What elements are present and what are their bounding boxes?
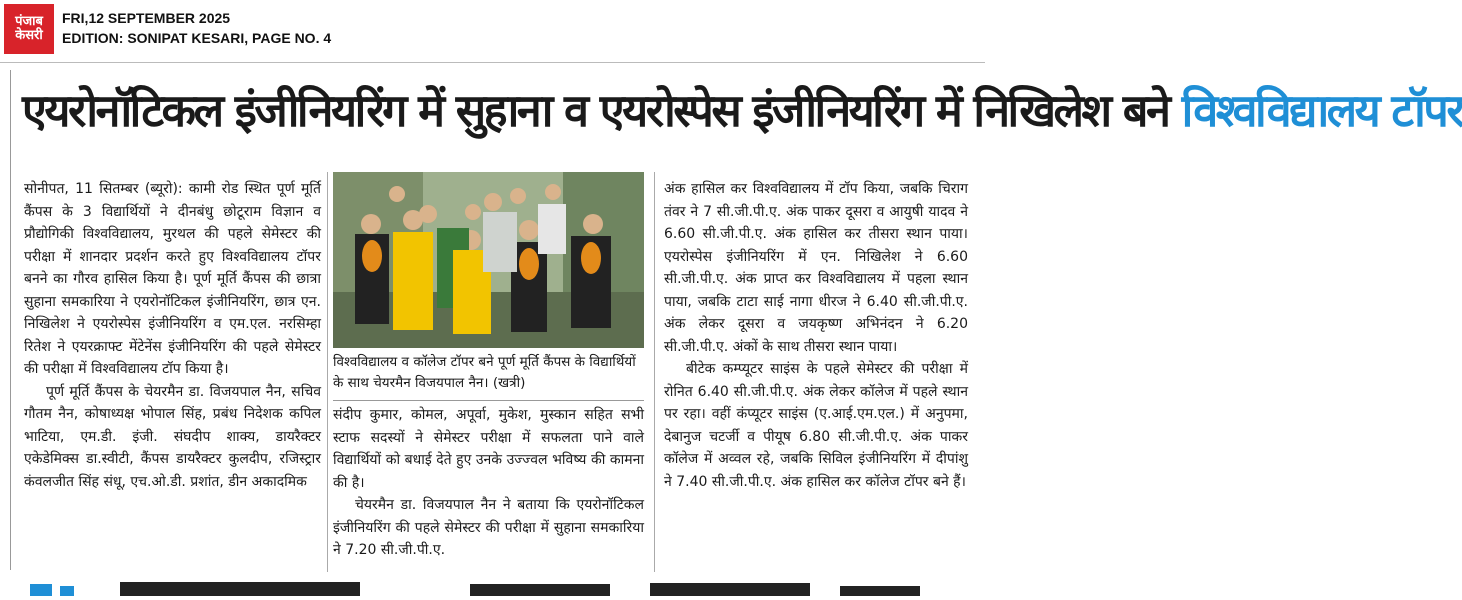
edition-page: EDITION: SONIPAT KESARI, PAGE NO. 4	[62, 30, 332, 46]
paragraph: अंक हासिल कर विश्वविद्यालय में टॉप किया, जबकि चिराग तंवर ने 7 सी.जी.पी.ए. अंक पाकर दूसरा व आयुषी यादव ने 6.60 सी.जी.पी.ए. अंक हासिल कर तीसरा स्थान पाया। एयरोस्पेस इंजीनियरिंग में एन. निखिलेश ने 6.60 सी.जी.पी.ए. अंक प्राप्त कर विश्वविद्यालय में पहला स्थान पाया, जबकि टाटा साई नागा धीरज ने 6.40 सी.जी.पी.ए. अंक लेकर दूसरा व जयकृष्ण अभिनंदन ने 6.20 सी.जी.पी.ए. अंकों के साथ तीसरा स्थान पाया।	[664, 181, 968, 355]
headline	[22, 70, 1462, 152]
issue-date: FRI,12 SEPTEMBER 2025	[62, 10, 231, 26]
group-photo	[333, 172, 644, 348]
caption-divider	[333, 400, 644, 401]
column-rule	[654, 172, 655, 572]
headline-main: एयरोनॉटिकल इंजीनियरिंग में सुहाना व एयरोस्पेस इंजीनियरिंग में निखिलेश बने	[22, 84, 1169, 137]
paragraph: पूर्ण मूर्ति कैंपस के चेयरमैन डा. विजयपाल नैन, सचिव गौतम नैन, कोषाध्यक्ष भोपाल सिंह, प्रबंध निदेशक कपिल भाटिया, एम.डी. इंजी. संघदीप शाक्य, डायरैक्टर एकेडेमिक्स डा.स्वीटी, कैंपस डायरैक्टर कुलदीप, रजिस्ट्रार कंवलजीत सिंह संधू, एच.ओ.डी. प्रशांत, डीन अकादमिक	[24, 383, 321, 490]
masthead-divider	[0, 62, 985, 63]
column-rule	[327, 172, 328, 572]
left-column-rule	[10, 70, 11, 570]
paragraph: सोनीपत, 11 सितम्बर (ब्यूरो): कामी रोड स्थित पूर्ण मूर्ति कैंपस के 3 विद्यार्थियों ने दीनबंधु छोटूराम विज्ञान व प्रौद्योगिकी विश्वविद्यालय, मुरथल की पहले सेमेस्टर की परीक्षा में शानदार प्रदर्शन करते हुए विश्वविद्यालय टॉपर बनने का गौरव हासिल किया है। पूर्ण मूर्ति कैंपस की छात्रा सुहाना समकारिया ने एयरोनॉटिकल इंजीनियरिंग, छात्र एन. निखिलेश ने एयरोस्पेस इंजीनियरिंग व एम.एल. नरसिम्हा रितेश ने एयरक्राफ्ट मेंटेनेंस इंजीनियरिंग की पहले सेमेस्टर की परीक्षा में विश्वविद्यालय टॉप किया है।	[24, 181, 321, 377]
article-column-1	[24, 178, 321, 493]
headline-highlight: विश्वविद्यालय टॉपर	[1181, 84, 1462, 137]
logo-line-2: केसरी	[15, 28, 43, 43]
group-photo-illustration	[333, 172, 644, 348]
article-column-2	[333, 404, 644, 562]
edition-info	[62, 8, 331, 48]
paragraph: चेयरमैन डा. विजयपाल नैन ने बताया कि एयरोनॉटिकल इंजीनियरिंग की पहले सेमेस्टर की परीक्षा में सुहाना समकारिया ने 7.20 सी.जी.पी.ए.	[333, 497, 644, 558]
article-column-3	[664, 178, 968, 493]
masthead	[0, 0, 985, 58]
paragraph: संदीप कुमार, कोमल, अपूर्वा, मुकेश, मुस्कान सहित सभी स्टाफ सदस्यों ने सेमेस्टर परीक्षा में सफलता पाने वाले विद्यार्थियों को बधाई देते हुए उनके उज्ज्वल भविष्य की कामना की है।	[333, 407, 644, 491]
paragraph: बीटेक कम्प्यूटर साइंस के पहले सेमेस्टर की परीक्षा में रोनित 6.40 सी.जी.पी.ए. अंक लेकर कॉलेज में पहले स्थान पर रहा। वहीं कंप्यूटर साइंस (ए.आई.एम.एल.) में अनुपमा, देबानुज चटर्जी व पीयूष 6.80 सी.जी.पी.ए. अंक पाकर कॉलेज में अव्वल रहे, जबकि सिविल इंजीनियरिंग में दीपांशु ने 7.40 सी.जी.पी.ए. अंक हासिल कर कॉलेज टॉपर बने हैं।	[664, 361, 968, 490]
photo-caption: विश्वविद्यालय व कॉलेज टॉपर बने पूर्ण मूर्ति कैंपस के विद्यार्थियों के साथ चेयरमैन विजयपाल नैन। (खत्री)	[333, 354, 636, 391]
cropped-headline-fragment	[0, 574, 985, 596]
logo-line-1: पंजाब	[15, 14, 43, 30]
newspaper-logo	[4, 4, 54, 54]
next-article-edge	[0, 574, 985, 596]
